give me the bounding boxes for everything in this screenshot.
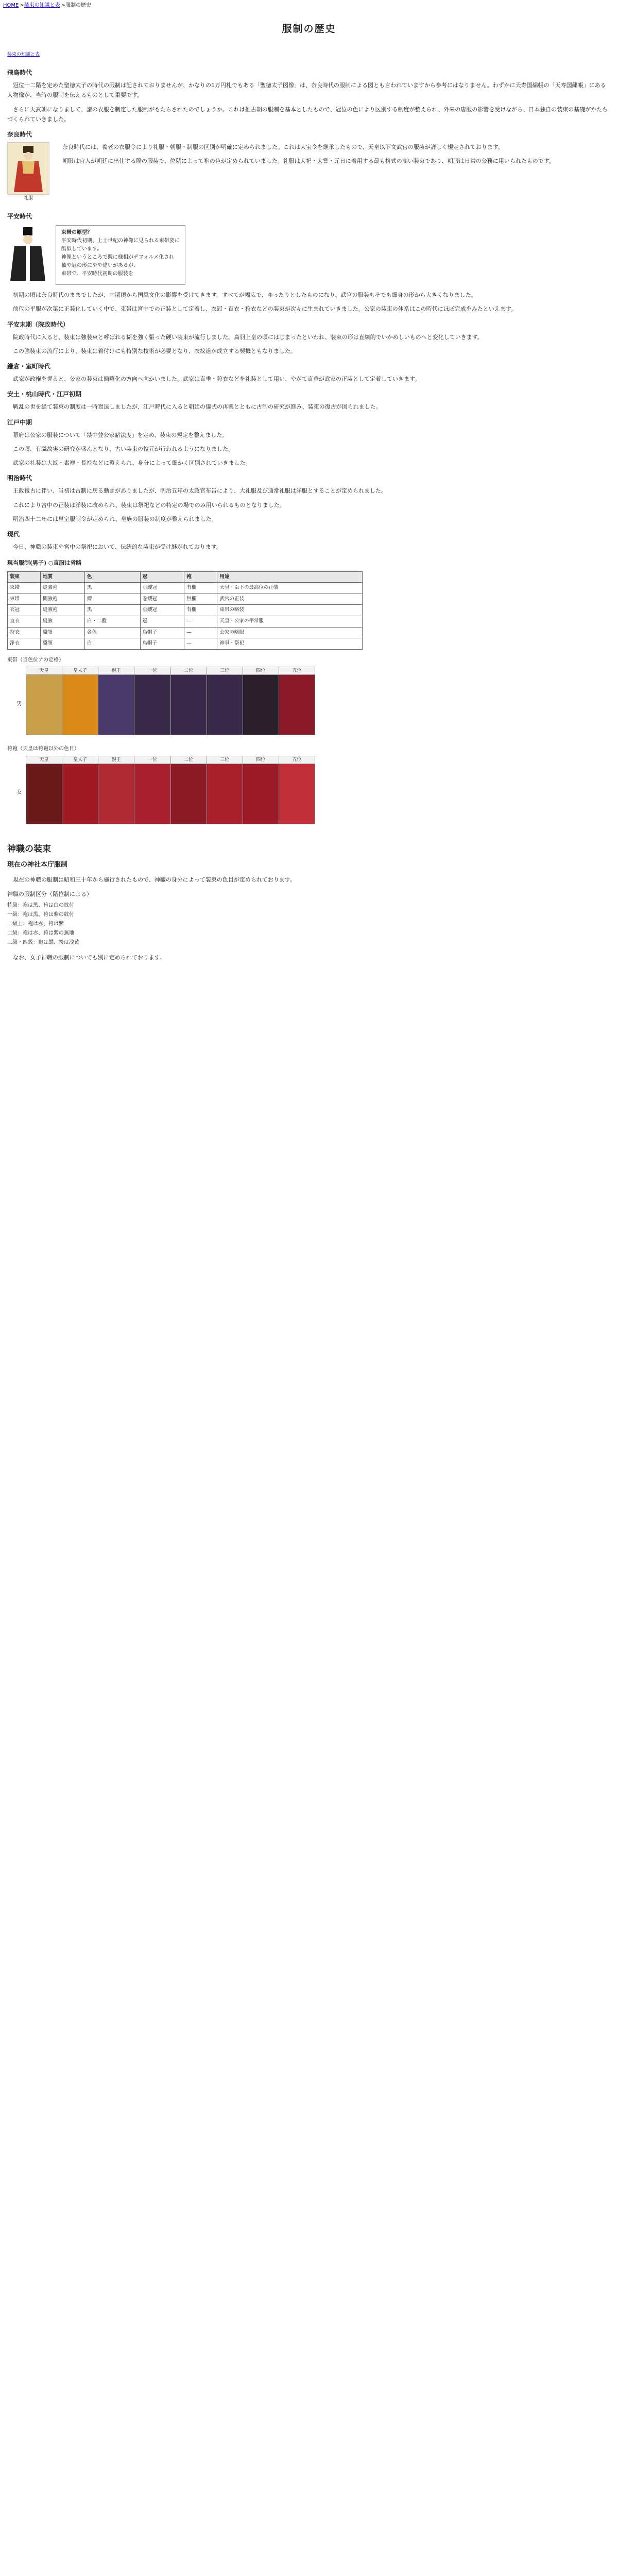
color-swatch — [134, 756, 170, 824]
page-title: 服制の歴史 — [282, 23, 336, 35]
swatch-color — [98, 764, 134, 824]
paragraph: この強装束の流行により、装束は着付けにも特別な技術が必要となり、衣紋道が成立する契機ともなりました。 — [13, 347, 296, 354]
paragraph: これにより宮中の正装は洋装に改められ、装束は祭祀などの特定の場でのみ用いられるものとなりました。 — [13, 501, 285, 509]
table-row — [8, 594, 363, 605]
table-cell: 束帯 — [8, 594, 41, 605]
table-heading: 現当服制(男子) ○直服は省略 — [7, 560, 82, 567]
table-cell: 天皇・臣下の最高位の正装 — [217, 583, 363, 594]
breadcrumb: HOME >装束の知識と表 >服制の歴史 — [3, 3, 92, 8]
swatch-label: 三位 — [207, 756, 243, 764]
color-swatch — [98, 667, 134, 735]
paragraph: さらに天武朝になりまして、諸の衣服を制定した服制がもたらされたのでしょうか。これは推古朝の服制を基本としたもので、冠位の色により区別する制度が整えられ、外来の唐服の影響を受けながら、日本独自の装束の基礎がかたちづくられていきました。 — [7, 106, 608, 123]
section-heian — [7, 211, 611, 314]
shinto-grade-list — [7, 901, 611, 947]
table-row — [8, 627, 363, 638]
note-line: 平安時代初期、上士世紀の神像に見られる束帯姿に — [61, 238, 180, 244]
swatch-color — [26, 675, 62, 735]
swatch-color — [243, 764, 279, 824]
paragraph: 冠位十二階を定めた聖徳太子の時代の服制は記されておりませんが、かなりの1万円札でもある「聖徳太子図像」は、奈良時代の服制による図とも言われていますから参考にはなりません。わずかに天寿国繍帳の「天寿国繍帳」にある人物像が、当時の服制を伝えるものとして重要です。 — [7, 82, 606, 99]
table-cell: 垂纓冠 — [140, 605, 184, 616]
table-cell: 盤領 — [41, 627, 85, 638]
paragraph: 朝服は官人が朝廷に出仕する際の服装で、位階によって袍の色が定められていました。礼服は大祀・大嘗・元日に着用する最も格式の高い装束であり、朝服は日常の公務に用いられたものです。 — [62, 158, 555, 165]
list-item: 二級上：袍は赤、袴は紫 — [7, 921, 64, 927]
figure-caption: 礼服 — [23, 196, 33, 201]
color-swatch — [134, 667, 170, 735]
table-cell: 縫腋 — [41, 616, 85, 628]
note-line: 束帯で、平安時代初期の服装を — [61, 270, 133, 277]
table-cell: 神事・祭祀 — [217, 638, 363, 650]
breadcrumb-section-link[interactable]: 装束の知識と表 — [24, 3, 60, 8]
color-swatch — [207, 667, 243, 735]
color-swatch — [62, 756, 98, 824]
table-cell: 束帯 — [8, 583, 41, 594]
color-swatch — [26, 756, 62, 824]
swatch-label: 一位 — [134, 756, 170, 764]
color-swatch-area — [7, 656, 611, 828]
table-cell: 闕腋袍 — [41, 594, 85, 605]
swatch-color — [207, 675, 243, 735]
table-cell: 各色 — [84, 627, 140, 638]
table-cell: — — [184, 627, 217, 638]
swatch-color — [171, 764, 207, 824]
table-cell: 狩衣 — [8, 627, 41, 638]
section-meiji — [7, 473, 611, 524]
list-item: 三級・四級：袍は縹、袴は浅黄 — [7, 939, 79, 945]
swatch-label: 親王 — [98, 667, 134, 675]
column-header: 装束 — [8, 571, 41, 583]
swatch-color — [207, 764, 243, 824]
color-swatch — [207, 756, 243, 824]
swatch-color — [243, 675, 279, 735]
paragraph: 武家の礼装は大紋・素襖・長裃などに整えられ、身分によって細かく区別されていきました。 — [13, 460, 251, 466]
list-item: 一級：袍は黒、袴は紫の紋付 — [7, 911, 74, 918]
table-cell: 天皇・公家の平常服 — [217, 616, 363, 628]
section-heading: 平安末期（院政時代） — [7, 320, 70, 328]
swatch-row-label: 女 — [15, 789, 21, 795]
shinto-heading: 神職の装束 — [7, 843, 51, 854]
nav-link-dress-knowledge[interactable]: 装束の知識と表 — [7, 52, 40, 58]
paragraph: 前代の平服が次第に正装化していく中で、束帯は宮中での正装として定着し、衣冠・直衣・狩衣などの装束が次々に生まれていきました。公家の装束の体系はこの時代にほぼ完成をみたといえます。 — [13, 306, 517, 313]
table-body — [8, 583, 363, 650]
table-cell: 盤領 — [41, 638, 85, 650]
swatch-label: 一位 — [134, 667, 170, 675]
figure-reifuku — [7, 142, 49, 203]
swatch-row-label: 男 — [15, 700, 21, 706]
swatch-caption: 袴袍（天皇は袴袍以外の色目） — [7, 746, 79, 752]
color-swatch — [62, 667, 98, 735]
paragraph: なお、女子神職の服制についても別に定められております。 — [13, 954, 165, 961]
table-row — [8, 605, 363, 616]
swatch-label: 天皇 — [26, 756, 62, 764]
table-cell: 武官の正装 — [217, 594, 363, 605]
color-swatch — [279, 667, 315, 735]
breadcrumb-current: 服制の歴史 — [65, 3, 92, 8]
swatch-label: 皇太子 — [62, 756, 98, 764]
table-cell: 縹 — [84, 594, 140, 605]
swatch-color — [279, 764, 315, 824]
table-cell: — — [184, 616, 217, 628]
swatch-row — [26, 756, 315, 824]
swatch-color — [134, 764, 170, 824]
table-row — [8, 638, 363, 650]
section-heading: 明治時代 — [7, 474, 32, 482]
table-cell: 烏帽子 — [140, 638, 184, 650]
section-heading: 平安時代 — [7, 212, 32, 220]
table-cell: 縫腋袍 — [41, 605, 85, 616]
section-heading: 飛鳥時代 — [7, 69, 32, 76]
reifuku-illustration — [7, 142, 49, 195]
swatch-label: 二位 — [171, 667, 207, 675]
swatch-color — [98, 675, 134, 735]
color-swatch — [243, 667, 279, 735]
list-item: 二級：袍は赤、袴は紫の無地 — [7, 930, 74, 936]
note-line: 神像というところで既に様相がデフォルメ化され — [61, 254, 175, 260]
column-header: 地質 — [41, 571, 85, 583]
section-edo — [7, 417, 611, 468]
table-cell: 浄衣 — [8, 638, 41, 650]
section-insei — [7, 319, 611, 357]
swatch-color — [62, 764, 98, 824]
swatch-color — [26, 764, 62, 824]
color-swatch — [171, 667, 207, 735]
table-cell: 巻纓冠 — [140, 594, 184, 605]
paragraph: 今日、神職の装束や宮中の祭祀において、伝統的な装束が受け継がれております。 — [13, 544, 222, 550]
swatch-color — [279, 675, 315, 735]
color-swatch — [243, 756, 279, 824]
table-cell: 衣冠 — [8, 605, 41, 616]
swatch-label: 二位 — [171, 756, 207, 764]
table-cell: 白 — [84, 638, 140, 650]
paragraph: 明治四十二年には皇室服制令が定められ、皇族の服装の制度が整えられました。 — [13, 515, 217, 522]
table-cell: 黒 — [84, 583, 140, 594]
note-line: 束帯の原型？ — [61, 229, 92, 235]
sokutai-note — [56, 225, 185, 285]
swatch-label: 五位 — [279, 756, 315, 764]
color-swatch — [171, 756, 207, 824]
paragraph: 幕府は公家の服装について「禁中並公家諸法度」を定め、装束の規定を整えました。 — [13, 431, 228, 438]
table-cell: 直衣 — [8, 616, 41, 628]
table-header-row — [8, 571, 363, 583]
list-item: 特級：袍は黒、袴は白の紋付 — [7, 902, 74, 908]
table-row — [8, 583, 363, 594]
note-line: 袖や冠の形にやや違いがあるが、 — [61, 262, 139, 268]
table-cell: 束帯の略装 — [217, 605, 363, 616]
swatch-label: 五位 — [279, 667, 315, 675]
table-cell: 有欄 — [184, 583, 217, 594]
swatch-label: 親王 — [98, 756, 134, 764]
paragraph: 院政時代に入ると、装束は強装束と呼ばれる糊を強く張った硬い装束が流行しました。鳥羽上皇の頃にはじまったといわれ、装束の形は直線的でいかめしいものへと変化していきます。 — [13, 333, 483, 341]
table-cell: 無欄 — [184, 594, 217, 605]
shinto-list-intro: 神職の服制区分（階位制による） — [7, 890, 92, 897]
paragraph: 戦乱の世を経て装束の制度は一時衰退しましたが、江戸時代に入ると朝廷の儀式の再興とともに古制の研究が進み、装束の復古が図られました。 — [13, 403, 382, 411]
note-line: 酷似しています。 — [61, 246, 102, 252]
color-swatch — [98, 756, 134, 824]
section-gendai — [7, 529, 611, 552]
section-heading: 鎌倉・室町時代 — [7, 363, 51, 370]
swatch-caption: 束帯（当色位アの定格） — [7, 657, 64, 663]
paragraph: 王政復古に伴い、当初は古制に戻る動きがありましたが、明治五年の太政官布告により、大礼服及び通常礼服は洋服とすることが定められました。 — [13, 487, 387, 495]
table-cell: 白・二藍 — [84, 616, 140, 628]
column-header: 色 — [84, 571, 140, 583]
column-header: 冠 — [140, 571, 184, 583]
dress-code-table — [7, 571, 363, 650]
swatch-label: 皇太子 — [62, 667, 98, 675]
swatch-color — [134, 675, 170, 735]
sokutai-card — [7, 225, 611, 285]
shinto-subheading: 現在の神社本庁服制 — [7, 860, 68, 869]
swatch-band — [7, 756, 611, 828]
color-swatch — [279, 756, 315, 824]
section-heading: 奈良時代 — [7, 131, 32, 138]
section-kamakura — [7, 361, 611, 384]
table-row — [8, 616, 363, 628]
paragraph: 初期の頃は奈良時代のままでしたが、中期頃から国風文化の影響を受けてきます。すべてが幅広で、ゆったりとしたものになり、武官の服装もそでも細身の形から大きくなりました。 — [13, 292, 477, 298]
table-cell: — — [184, 638, 217, 650]
table-cell: 烏帽子 — [140, 627, 184, 638]
section-heading: 江戸中期 — [7, 418, 32, 426]
column-header: 袍 — [184, 571, 217, 583]
column-header: 用途 — [217, 571, 363, 583]
swatch-label: 三位 — [207, 667, 243, 675]
color-swatch — [26, 667, 62, 735]
section-heading: 安土・桃山時代・江戸初期 — [7, 391, 82, 398]
paragraph: 現在の神職の服制は昭和三十年から施行されたもので、神職の身分によって装束の色目が定められております。 — [13, 876, 296, 884]
paragraph: 武家が政権を握ると、公家の装束は簡略化の方向へ向かいました。武家は直垂・狩衣などを礼装として用い、やがて直垂が武家の正装として定着していきます。 — [13, 376, 421, 382]
section-heading: 現代 — [7, 531, 20, 538]
swatch-color — [62, 675, 98, 735]
table-cell: 公家の略服 — [217, 627, 363, 638]
swatch-row — [26, 667, 315, 735]
table-cell: 黒 — [84, 605, 140, 616]
swatch-label: 天皇 — [26, 667, 62, 675]
section-nara — [7, 129, 611, 206]
table-cell: 縫腋袍 — [41, 583, 85, 594]
paragraph: 奈良時代には、養老の衣服令により礼服・朝服・制服の区別が明確に定められました。これは大宝令を継承したもので、天皇以下文武官の服装が詳しく規定されております。 — [62, 144, 504, 150]
swatch-label: 四位 — [243, 756, 279, 764]
swatch-color — [171, 675, 207, 735]
sokutai-illustration — [7, 225, 48, 285]
table-cell: 垂纓冠 — [140, 583, 184, 594]
main-content — [0, 49, 618, 962]
table-cell: 冠 — [140, 616, 184, 628]
paragraph: この頃、有職故実の研究が盛んとなり、古い装束の復元が行われるようになりました。 — [13, 445, 234, 452]
swatch-label: 四位 — [243, 667, 279, 675]
swatch-band — [7, 667, 611, 739]
section-momoyama — [7, 389, 611, 412]
table-cell: 有欄 — [184, 605, 217, 616]
section-asuka — [7, 67, 611, 124]
breadcrumb-home-link[interactable]: HOME — [3, 3, 19, 8]
